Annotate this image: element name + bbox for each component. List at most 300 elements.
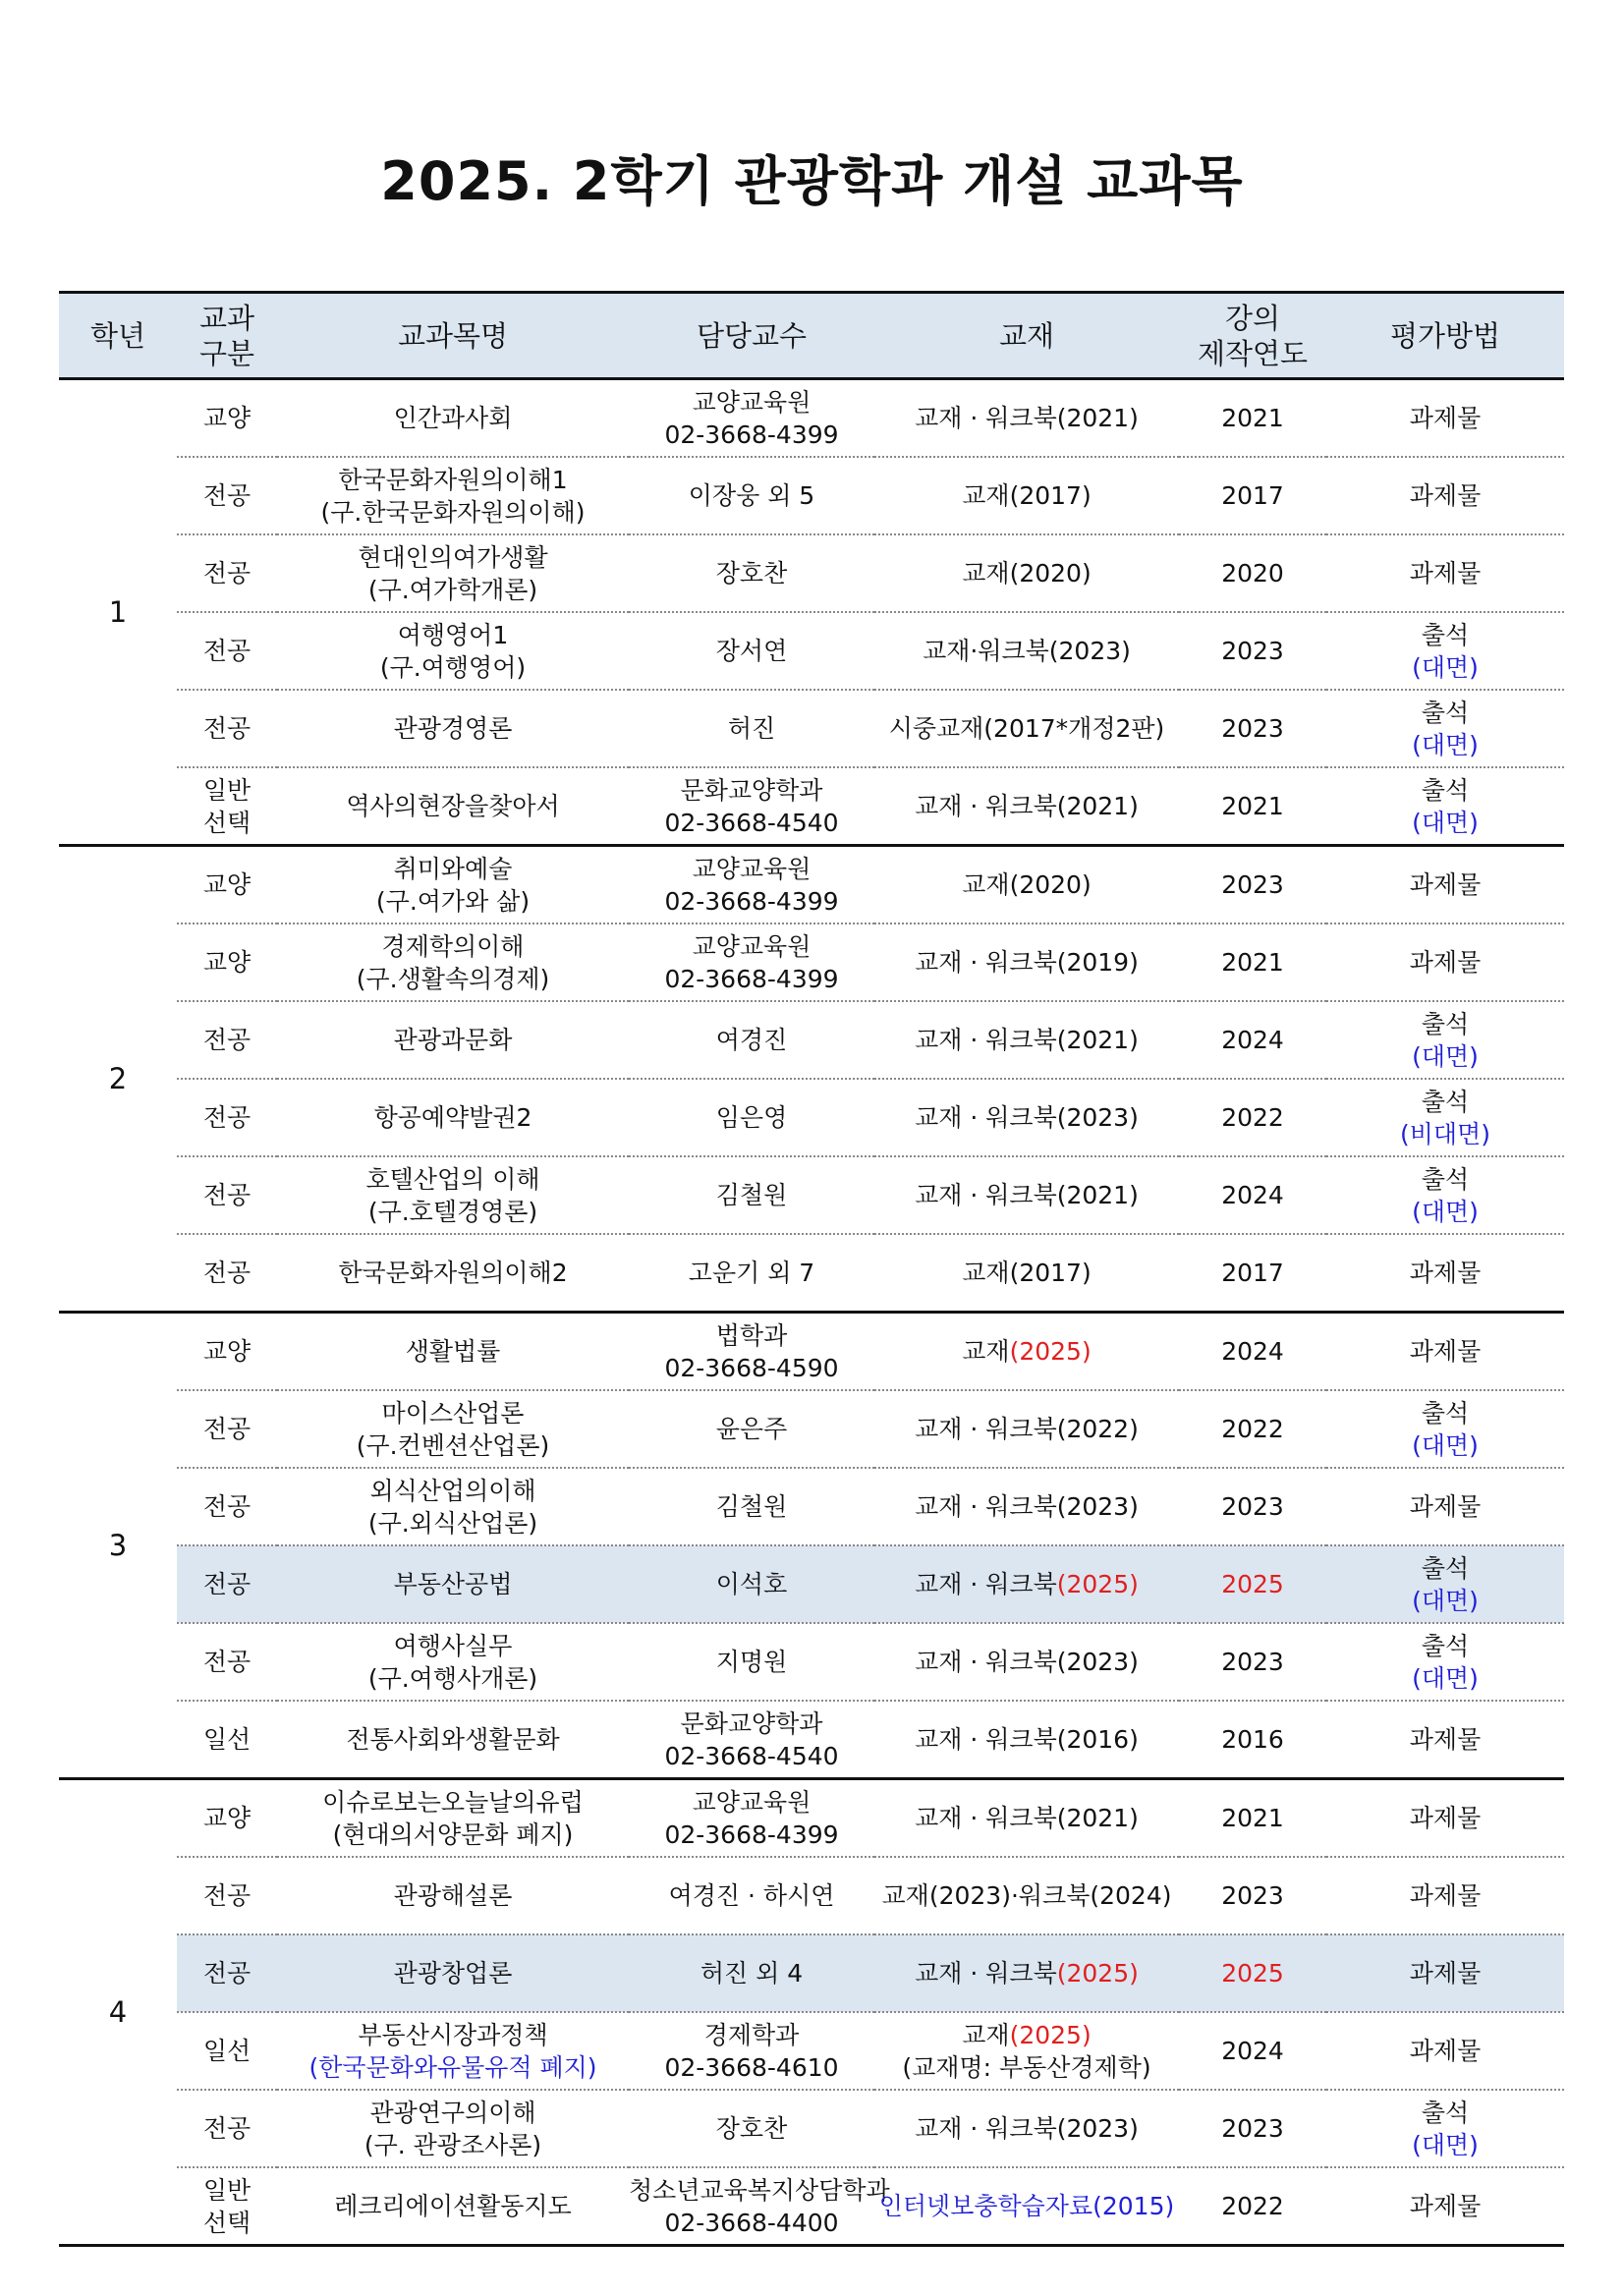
header-year (1179, 293, 1326, 379)
professor-line: 02-3668-4399 (664, 886, 839, 916)
table-row (59, 924, 1564, 1001)
professor-cell (629, 534, 874, 612)
course-name-line: (구.여행사개론) (367, 1663, 538, 1693)
course-type-cell (177, 1156, 277, 1234)
course-name-cell (277, 457, 629, 534)
course-type-line: 전공 (202, 1881, 252, 1910)
course-table (59, 291, 1564, 2247)
textbook-cell (874, 379, 1179, 458)
professor-line: 고운기 외 7 (688, 1259, 815, 1287)
course-name-line: 취미와예술 (393, 854, 513, 883)
textbook-line (874, 1802, 1179, 1834)
textbook-line (874, 1879, 1179, 1912)
textbook-line (874, 1101, 1179, 1134)
eval-cell (1326, 534, 1564, 612)
eval-line: 과제물 (1409, 1337, 1482, 1366)
textbook-text: 교재 · 워크북(2016) (915, 1725, 1139, 1754)
textbook-line (874, 1335, 1179, 1368)
professor-line: 02-3668-4400 (664, 2208, 839, 2237)
textbook-cell (874, 846, 1179, 924)
textbook-cell (874, 1701, 1179, 1779)
course-name-cell (277, 2167, 629, 2246)
course-type-cell (177, 767, 277, 846)
textbook-text: 교재(2020) (962, 559, 1092, 588)
textbook-cell (874, 1313, 1179, 1391)
course-name-line: 한국문화자원의이해2 (338, 1259, 568, 1287)
textbook-text: 교재 · 워크북(2023) (915, 1492, 1139, 1521)
textbook-line (874, 1568, 1179, 1600)
course-type-cell (177, 2167, 277, 2246)
course-name-cell (277, 1779, 629, 1858)
textbook-line (874, 868, 1179, 901)
course-name-line: 이슈로보는오늘날의유럽 (322, 1787, 584, 1817)
course-name-cell (277, 534, 629, 612)
textbook-line (874, 1490, 1179, 1523)
textbook-cell (874, 1001, 1179, 1079)
year-cell: 2021 (1179, 379, 1326, 458)
professor-cell (629, 2090, 874, 2167)
eval-line: 과제물 (1409, 2192, 1482, 2220)
eval-line: 출석 (1421, 1087, 1470, 1116)
textbook-text: 교재 · 워크북(2021) (915, 1026, 1139, 1054)
eval-cell (1326, 1701, 1564, 1779)
eval-cell (1326, 1779, 1564, 1858)
course-name-cell (277, 1156, 629, 1234)
textbook-text: 교재 (962, 1337, 1010, 1366)
course-type-line: 교양 (202, 1337, 252, 1366)
eval-cell (1326, 1234, 1564, 1313)
textbook-line (874, 790, 1179, 822)
course-name-cell (277, 612, 629, 690)
textbook-text: 교재 · 워크북 (915, 1959, 1057, 1988)
year-cell: 2017 (1179, 457, 1326, 534)
grade-cell: 1 (59, 379, 177, 846)
textbook-text: 교재(2017) (962, 481, 1092, 510)
course-name-line: 레크리에이션활동지도 (334, 2192, 572, 2220)
course-name-line: (구.여가와 삶) (375, 886, 531, 916)
textbook-cell (874, 1156, 1179, 1234)
textbook-cell (874, 1468, 1179, 1545)
course-type-cell (177, 1313, 277, 1391)
course-table-body (59, 379, 1564, 2246)
course-type-line: 교양 (202, 870, 252, 899)
professor-line: 지명원 (715, 1648, 788, 1676)
eval-line: (대면) (1412, 1663, 1479, 1693)
course-type-line: 전공 (202, 1959, 252, 1988)
year-cell: 2022 (1179, 1079, 1326, 1156)
year-cell: 2025 (1179, 1545, 1326, 1623)
textbook-cell (874, 1934, 1179, 2012)
textbook-text: 교재 · 워크북 (915, 1570, 1057, 1598)
professor-line: 법학과 (715, 1320, 788, 1350)
course-name-line: 인간과사회 (393, 404, 513, 432)
course-name-cell (277, 1934, 629, 2012)
course-type-line: 전공 (202, 1259, 252, 1287)
table-row (59, 1313, 1564, 1391)
professor-line: 교양교육원 (692, 387, 812, 417)
course-name-cell (277, 1001, 629, 1079)
course-type-cell (177, 1857, 277, 1934)
course-type-cell (177, 1545, 277, 1623)
professor-cell (629, 846, 874, 924)
year-cell: 2025 (1179, 1934, 1326, 2012)
professor-line: 02-3668-4610 (664, 2052, 839, 2082)
professor-line: 김철원 (715, 1492, 788, 1521)
professor-cell (629, 1857, 874, 1934)
textbook-text: 교재(2020) (962, 870, 1092, 899)
textbook-text: (교재명: 부동산경제학) (902, 2052, 1151, 2082)
table-row (59, 612, 1564, 690)
textbook-text: 시중교재(2017*개정2판) (888, 714, 1165, 743)
textbook-text: 교재(2017) (962, 1259, 1092, 1287)
textbook-line (874, 2190, 1179, 2222)
textbook-cell (874, 767, 1179, 846)
professor-line: 여경진 · 하시연 (668, 1881, 835, 1910)
eval-cell (1326, 1390, 1564, 1468)
textbook-line (874, 946, 1179, 979)
table-row (59, 1390, 1564, 1468)
textbook-cell (874, 690, 1179, 767)
eval-line: 출석 (1421, 1553, 1470, 1583)
year-cell: 2022 (1179, 1390, 1326, 1468)
eval-cell (1326, 457, 1564, 534)
eval-cell (1326, 690, 1564, 767)
eval-line: 출석 (1421, 1009, 1470, 1038)
course-type-line: 선택 (202, 808, 252, 837)
course-name-line: (구.한국문화자원의이해) (320, 497, 586, 527)
table-row (59, 1234, 1564, 1313)
professor-cell (629, 1156, 874, 1234)
eval-line: 출석 (1421, 1631, 1470, 1660)
textbook-line (874, 402, 1179, 434)
year-cell: 2024 (1179, 1313, 1326, 1391)
table-row (59, 2090, 1564, 2167)
course-name-line: (한국문화와유물유적 폐지) (308, 2052, 597, 2082)
textbook-cell (874, 924, 1179, 1001)
course-type-line: 전공 (202, 559, 252, 588)
eval-cell (1326, 2090, 1564, 2167)
course-type-cell (177, 1234, 277, 1313)
professor-line: 허진 외 4 (700, 1959, 804, 1988)
course-name-cell (277, 1234, 629, 1313)
textbook-cell (874, 1857, 1179, 1934)
year-cell: 2023 (1179, 2090, 1326, 2167)
table-row (59, 1779, 1564, 1858)
eval-line: (대면) (1412, 1430, 1479, 1460)
year-cell: 2023 (1179, 690, 1326, 767)
professor-cell (629, 379, 874, 458)
table-row (59, 1934, 1564, 2012)
professor-cell (629, 1779, 874, 1858)
table-row (59, 2012, 1564, 2090)
textbook-text: 교재(2023)·워크북(2024) (881, 1881, 1172, 1910)
textbook-line (874, 712, 1179, 745)
course-name-cell (277, 1390, 629, 1468)
textbook-line (874, 635, 1179, 667)
course-name-cell (277, 1857, 629, 1934)
course-type-cell (177, 457, 277, 534)
eval-line: 과제물 (1409, 1492, 1482, 1521)
course-type-line: 일반 (202, 775, 252, 805)
textbook-text: (2025) (1056, 1959, 1139, 1988)
textbook-cell (874, 2167, 1179, 2246)
eval-line: 출석 (1421, 698, 1470, 727)
course-name-line: 관광연구의이해 (369, 2098, 536, 2127)
eval-line: 과제물 (1409, 481, 1482, 510)
course-type-line: 전공 (202, 1181, 252, 1209)
textbook-cell (874, 2090, 1179, 2167)
textbook-cell (874, 534, 1179, 612)
textbook-text: 교재 · 워크북(2021) (915, 792, 1139, 820)
course-name-cell (277, 1313, 629, 1391)
eval-line: 과제물 (1409, 1881, 1482, 1910)
textbook-text: 인터넷보충학습자료(2015) (878, 2192, 1175, 2220)
course-name-cell (277, 2090, 629, 2167)
eval-line: (대면) (1412, 1041, 1479, 1071)
course-name-cell (277, 690, 629, 767)
eval-line: (대면) (1412, 808, 1479, 837)
eval-cell (1326, 1001, 1564, 1079)
eval-cell (1326, 2012, 1564, 2090)
textbook-cell (874, 2012, 1179, 2090)
eval-cell (1326, 1545, 1564, 1623)
year-cell: 2023 (1179, 846, 1326, 924)
table-row (59, 1545, 1564, 1623)
textbook-line (874, 1723, 1179, 1756)
course-name-line: 관광과문화 (393, 1026, 513, 1054)
textbook-text: (2025) (1056, 1570, 1139, 1598)
eval-line: 출석 (1421, 775, 1470, 805)
eval-line: (대면) (1412, 1197, 1479, 1226)
course-type-cell (177, 1079, 277, 1156)
year-cell: 2020 (1179, 534, 1326, 612)
eval-line: 과제물 (1409, 1959, 1482, 1988)
eval-cell (1326, 2167, 1564, 2246)
textbook-cell (874, 1079, 1179, 1156)
professor-cell (629, 1934, 874, 2012)
course-name-cell (277, 379, 629, 458)
professor-line: 이장웅 외 5 (688, 481, 815, 510)
course-type-cell (177, 1934, 277, 2012)
table-row (59, 534, 1564, 612)
textbook-text: 교재 · 워크북(2022) (915, 1415, 1139, 1443)
table-row (59, 690, 1564, 767)
professor-cell (629, 1313, 874, 1391)
course-name-line: 외식산업의이해 (369, 1476, 536, 1505)
course-name-line: 부동산시장과정책 (358, 2020, 548, 2049)
professor-cell (629, 612, 874, 690)
header-row (59, 293, 1564, 379)
professor-line: 02-3668-4399 (664, 1820, 839, 1849)
textbook-text: 교재 (962, 2020, 1010, 2049)
header-name: 교과목명 (277, 293, 629, 379)
course-type-line: 교양 (202, 404, 252, 432)
course-type-line: 전공 (202, 1570, 252, 1598)
year-cell: 2024 (1179, 1001, 1326, 1079)
course-name-line: 경제학의이해 (381, 931, 525, 961)
professor-line: 김철원 (715, 1181, 788, 1209)
year-cell: 2021 (1179, 924, 1326, 1001)
year-cell: 2023 (1179, 1857, 1326, 1934)
course-name-cell (277, 1079, 629, 1156)
eval-line: 과제물 (1409, 404, 1482, 432)
eval-line: (비대면) (1400, 1119, 1490, 1148)
eval-line: 출석 (1421, 620, 1470, 649)
course-name-line: 관광해설론 (393, 1881, 513, 1910)
textbook-text: 교재 · 워크북(2019) (915, 948, 1139, 977)
course-type-line: 전공 (202, 1415, 252, 1443)
table-row (59, 767, 1564, 846)
header-type-line: 구분 (198, 336, 255, 370)
professor-cell (629, 2012, 874, 2090)
grade-cell: 2 (59, 846, 177, 1313)
header-type-line: 교과 (198, 301, 255, 335)
textbook-line (874, 479, 1179, 512)
course-name-line: (구. 관광조사론) (364, 2130, 542, 2159)
professor-line: 02-3668-4399 (664, 420, 839, 449)
professor-line: 허진 (727, 714, 776, 743)
eval-line: (대면) (1412, 2130, 1479, 2159)
professor-line: 장호찬 (715, 2114, 788, 2143)
eval-line: (대면) (1412, 1586, 1479, 1615)
course-type-cell (177, 1001, 277, 1079)
course-type-cell (177, 924, 277, 1001)
course-name-line: 관광창업론 (393, 1959, 513, 1988)
course-type-cell (177, 1779, 277, 1858)
course-type-line: 교양 (202, 1804, 252, 1832)
eval-cell (1326, 1934, 1564, 2012)
textbook-text: 교재 · 워크북(2021) (915, 1804, 1139, 1832)
professor-cell (629, 1468, 874, 1545)
eval-line: 과제물 (1409, 1259, 1482, 1287)
textbook-line (874, 1957, 1179, 1989)
professor-cell (629, 1001, 874, 1079)
textbook-cell (874, 1234, 1179, 1313)
course-name-line: 관광경영론 (393, 714, 513, 743)
eval-cell (1326, 1623, 1564, 1701)
professor-line: 문화교양학과 (680, 1708, 823, 1738)
course-name-cell (277, 1701, 629, 1779)
eval-cell (1326, 846, 1564, 924)
course-name-line: 생활법률 (405, 1337, 501, 1366)
year-cell: 2021 (1179, 767, 1326, 846)
course-name-line: 여행사실무 (393, 1631, 513, 1660)
course-name-cell (277, 1468, 629, 1545)
textbook-line (874, 1179, 1179, 1211)
textbook-text: 교재 · 워크북(2023) (915, 1648, 1139, 1676)
course-name-cell (277, 846, 629, 924)
table-row (59, 1468, 1564, 1545)
course-type-line: 선택 (202, 2208, 252, 2237)
course-type-line: 일선 (202, 2037, 252, 2065)
eval-cell (1326, 1079, 1564, 1156)
course-type-line: 전공 (202, 714, 252, 743)
textbook-line (874, 2019, 1179, 2051)
table-row (59, 1079, 1564, 1156)
course-type-line: 전공 (202, 2114, 252, 2143)
textbook-text: 교재 · 워크북(2023) (915, 1103, 1139, 1132)
eval-cell (1326, 1156, 1564, 1234)
table-row (59, 2167, 1564, 2246)
header-type (177, 293, 277, 379)
professor-cell (629, 457, 874, 534)
course-type-cell (177, 846, 277, 924)
course-name-cell (277, 924, 629, 1001)
eval-line: 과제물 (1409, 870, 1482, 899)
professor-cell (629, 1234, 874, 1313)
course-name-line: 마이스산업론 (381, 1398, 525, 1428)
course-name-cell (277, 1623, 629, 1701)
table-row (59, 457, 1564, 534)
professor-cell (629, 924, 874, 1001)
textbook-line (874, 1257, 1179, 1289)
professor-cell (629, 1079, 874, 1156)
textbook-cell (874, 1390, 1179, 1468)
textbook-line (874, 557, 1179, 589)
textbook-text: 교재 · 워크북(2021) (915, 404, 1139, 432)
textbook-cell (874, 1623, 1179, 1701)
course-name-cell (277, 767, 629, 846)
table-row (59, 1857, 1564, 1934)
course-type-line: 전공 (202, 1026, 252, 1054)
professor-line: 교양교육원 (692, 1787, 812, 1817)
header-year-line: 제작연도 (1197, 336, 1309, 370)
textbook-cell (874, 457, 1179, 534)
course-type-cell (177, 2090, 277, 2167)
eval-cell (1326, 924, 1564, 1001)
course-type-cell (177, 690, 277, 767)
course-name-line: (구.여행영어) (379, 652, 527, 682)
course-type-cell (177, 1623, 277, 1701)
course-name-line: 호텔산업의 이해 (365, 1164, 540, 1194)
professor-cell (629, 1545, 874, 1623)
header-eval: 평가방법 (1326, 293, 1564, 379)
professor-cell (629, 690, 874, 767)
table-row (59, 1156, 1564, 1234)
course-name-line: 여행영어1 (397, 620, 509, 649)
course-type-cell (177, 534, 277, 612)
eval-line: 과제물 (1409, 2037, 1482, 2065)
year-cell: 2024 (1179, 2012, 1326, 2090)
course-name-line: 부동산공법 (393, 1570, 513, 1598)
professor-line: 경제학과 (703, 2020, 800, 2049)
course-name-cell (277, 1545, 629, 1623)
professor-line: 02-3668-4399 (664, 964, 839, 993)
course-type-cell (177, 612, 277, 690)
eval-cell (1326, 1313, 1564, 1391)
year-cell: 2024 (1179, 1156, 1326, 1234)
year-cell: 2017 (1179, 1234, 1326, 1313)
eval-line: (대면) (1412, 652, 1479, 682)
course-name-line: 한국문화자원의이해1 (338, 465, 568, 494)
course-type-cell (177, 1390, 277, 1468)
professor-cell (629, 2167, 890, 2246)
textbook-line (874, 2051, 1179, 2084)
eval-line: (대면) (1412, 730, 1479, 759)
course-type-line: 전공 (202, 637, 252, 665)
course-type-line: 전공 (202, 1648, 252, 1676)
course-name-line: 항공예약발권2 (373, 1103, 532, 1132)
professor-line: 02-3668-4540 (664, 808, 839, 837)
textbook-text: 교재 · 워크북(2021) (915, 1181, 1139, 1209)
grade-cell: 3 (59, 1313, 177, 1779)
course-name-line: 현대인의여가생활 (358, 542, 548, 572)
header-professor: 담당교수 (629, 293, 874, 379)
course-name-line: 전통사회와생활문화 (346, 1725, 560, 1754)
eval-line: 과제물 (1409, 1804, 1482, 1832)
table-row (59, 379, 1564, 458)
course-name-line: 역사의현장을찾아서 (346, 792, 560, 820)
